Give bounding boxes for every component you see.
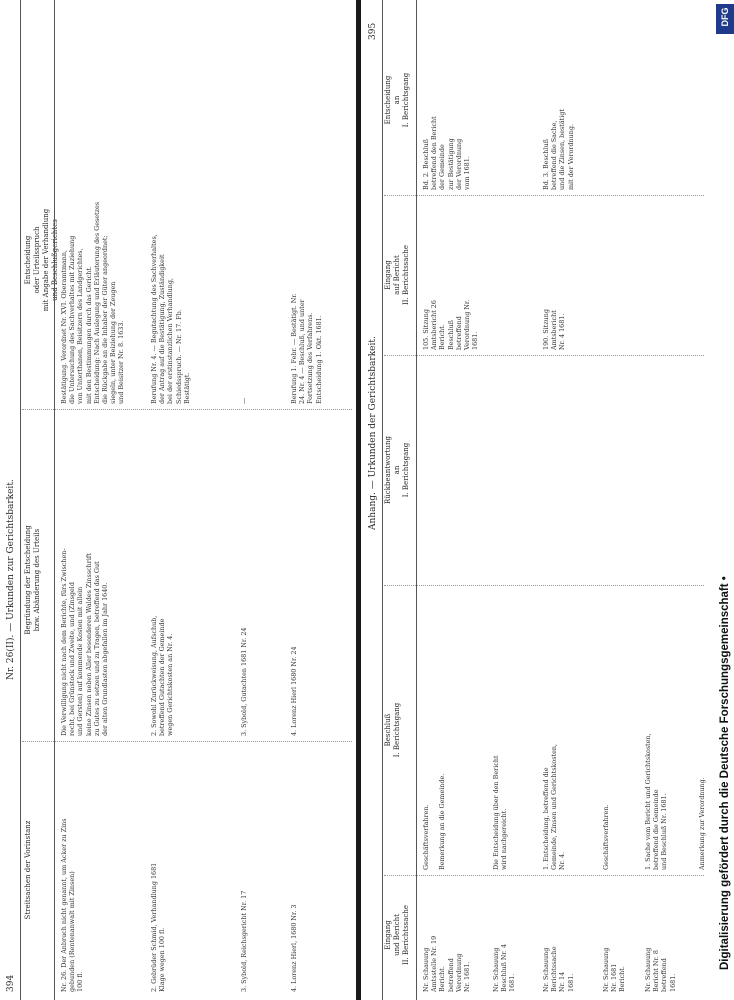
row-1-resolution: Geschäftsverfahren. Bemerkung an die Gemeinde.: [422, 773, 447, 870]
left-page-content: [0, 0, 355, 1000]
row-3-resolution: 1. Entscheidung, betreffend die Gemeinde, Zinsen und Gerichtskosten, Nr. 4.: [542, 743, 567, 870]
row-2-resolution: Die Entscheidung über den Bericht wird nachgereicht.: [492, 755, 509, 870]
entry-1-decision: Bestätigung. Verordnet Nr. XVI. Oberamtmann, die Untersuchung des Sachverhaltes mit Zuziehung von Unterthanen, Beisitzern des Landgerichtes, mit den Bestimmungen durch das Gericht. Entscheidung: Nach Auslegung und Erläuterung des Gesetzes die Rückgabe an die Inhaber der Güter angeordnet; siegeln, unter Beiziehung der Zeugen und Beisitzer Nr. 8. 1633.: [60, 201, 126, 404]
entry-3-reasoning: 3. Sybold, Gutachten 1681 Nr. 24: [240, 627, 248, 736]
column-header: Eingang auf Bericht II. Berichtssache: [384, 244, 410, 306]
column-divider: [22, 741, 352, 742]
row-2-intake: Nr. Schauung Beschluß Nr. 4 1681.: [492, 944, 517, 992]
entry-4-source: 4. Lorenz Hierl, 1680 Nr. 3: [290, 904, 298, 992]
row-3-intake-2: 190. Sitzung Amtsbericht Nr. 4 1681.: [542, 309, 567, 350]
entry-2-source: 2. Gebrüder Schmid, Verhandlung 1681 Klage wegen 100 fl.: [150, 862, 167, 992]
digitization-credit-strip: [716, 0, 734, 1000]
column-divider: [384, 585, 704, 586]
page-number: 394: [6, 974, 16, 992]
row-5-resolution: 1. Sache vom Bericht und Gerichtskosten, betreffend die Gemeinde und Beschluß Nr. 1681.: [644, 733, 669, 870]
entry-3-source: 3. Sybold, Reichsgericht Nr. 17: [240, 890, 248, 992]
row-4-resolution: Geschäftsverfahren.: [602, 804, 610, 870]
running-head: Anhang. — Urkunden der Gerichtsbarkeit.: [368, 336, 378, 530]
row-3-intake: Nr. Schauung Berichtssache Nr. 14 1681.: [542, 946, 575, 992]
row-3-decision: Bd. 3. Beschluß betreffend die Sache, und die Zinsen, bestätigt mit der Verordnung.: [542, 109, 575, 190]
row-1-intake-2: 105. Sitzung Amtsbericht 26 Bericht. Beschluß betreffend Verordnung Nr. 1681.: [422, 299, 480, 350]
right-page-content: [362, 0, 714, 1000]
entry-1-source: Nr. 26. Der Anbruch nicht genannt, um Acker zu Zins gebunden (Rentenanwalt mit Zinsen) 100 fl.: [60, 818, 85, 992]
entry-4-decision: Berufung 1. Febr. — Bestätigt. Nr. 24. Nr. 4 — Beschluß, und unter Fortsetzung des Verfahrens. Entscheidung 1. Okt. 1681.: [290, 293, 323, 404]
column-header: Eingang und Bericht II. Berichtssache: [384, 904, 410, 966]
entry-1-reasoning: Die Verwilligung nicht nach dem Berichte, fürs Zwischen- recht, bei Grünstock und Zweite, und (Zinsgeld und Gersten) auf kommende Kosten mit allein keine Zinsen neben Aller besonderen Waldes Zinsschrift zu Gutes zu setzen und zu Tragen, betreffend das Gut der alten Grundlasten abgefallen im Jahr 1640.: [60, 548, 110, 736]
row-1-decision: Bd. 2. Beschluß betreffend den Bericht der Gemeinde zur Bestätigung der Verordnung vom 1681.: [422, 116, 472, 190]
entry-4-reasoning: 4. Lorenz Hierl 1680 Nr. 24: [290, 646, 298, 736]
page-number: 395: [368, 22, 378, 40]
digitization-credit: Digitalisierung gefördert durch die Deutsche Forschungsgemeinschaft •: [719, 576, 731, 970]
dfg-logo-text: DFG: [720, 7, 730, 27]
column-header-rule: [54, 0, 55, 1000]
column-header: Entscheidung oder Urteilsspruch mit Angabe der Verhandlung und Beschlußgerichtes: [24, 208, 59, 312]
row-1-intake: Nr. Schauung Amtsstelle Nr. 19 Bericht. betreffend Verordnung Nr. 1681.: [422, 935, 472, 992]
entry-2-reasoning: 2. Sowohl Zurückweisung, Aufschub, betreffend Gutachten der Gemeinde wegen Gerichtskosten an Nr. 4.: [150, 615, 175, 736]
entry-3-decision: —: [240, 397, 248, 404]
column-header-rule: [416, 0, 417, 1000]
entry-2-decision: Berufung Nr. 4. — Begutachtung des Sachverhaltes, der Antrag auf die Bestätigung, Zuständigkeit bei der erstinstanzlichen Verhandlung, Schiedsspruch. — Nr. 17. Fb. Bestätigt.: [150, 234, 191, 404]
running-head: Nr. 26(II). — Urkunden zur Gerichtsbarkeit.: [6, 479, 16, 680]
column-header: Streitsachen der Vorinstanz: [24, 820, 32, 920]
dfg-logo: [716, 4, 734, 34]
row-5-intake: Nr. Schauung Bericht Nr. 8 betreffend 1681.: [644, 947, 677, 992]
row-4-intake: Nr. Schauung Nr. 1681 Bericht.: [602, 947, 627, 992]
header-rule: [382, 0, 383, 1000]
left-page: [0, 0, 355, 1000]
column-divider: [384, 875, 704, 876]
book-gutter: [356, 0, 361, 1000]
column-divider: [22, 409, 352, 410]
right-page: [362, 0, 714, 1000]
column-divider: [384, 355, 704, 356]
column-header: Rückbeantwortung an I. Berichtsgang: [384, 436, 410, 504]
column-divider: [384, 195, 704, 196]
column-header: Beschluß I. Berichtsgang: [384, 702, 401, 758]
header-rule: [20, 0, 21, 1000]
column-header: Begründung der Entscheidung bzw. Abänderung des Urteils: [24, 525, 41, 635]
column-header: Entscheidung an I. Berichtsgang: [384, 72, 410, 128]
footnote: Anmerkung zur Verordnung.: [698, 777, 706, 870]
